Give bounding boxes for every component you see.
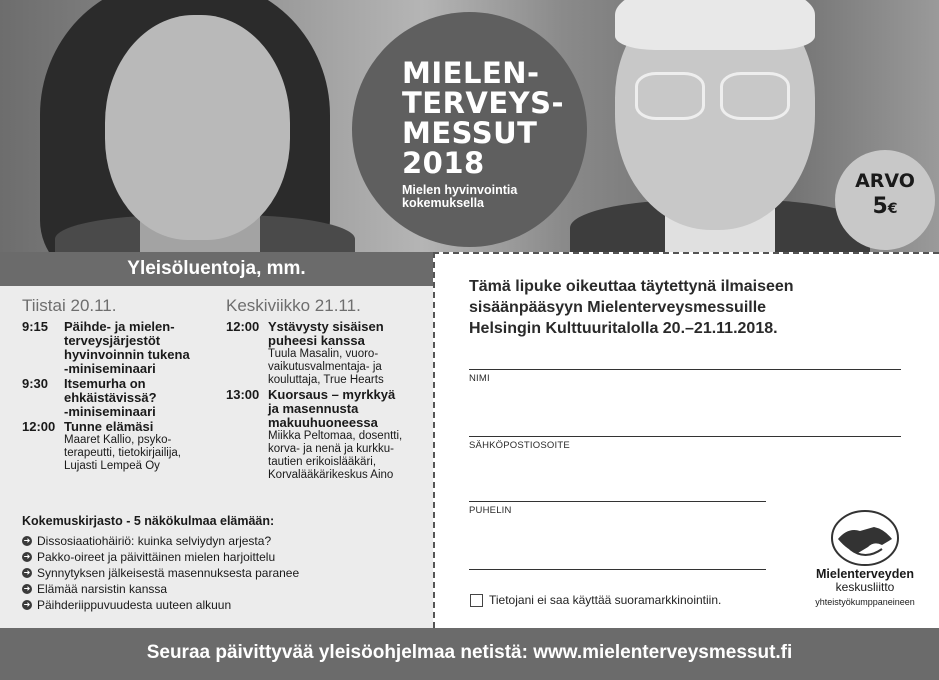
partner-name-line-2: keskusliitto xyxy=(835,580,895,594)
program-event: 12:00 Ystävysty sisäisen puheesi kanssa Tuula Masalin, vuoro- vaikutusvalmentaja- ja kouluttaja, True Hearts xyxy=(226,319,384,386)
name-field-label: NIMI xyxy=(469,373,490,384)
program-event: 9:15 Päihde- ja mielen- terveysjärjestöt hyvinvoinnin tukena -miniseminaari xyxy=(22,319,190,376)
day-column-wednesday xyxy=(226,296,426,483)
marketing-optout-checkbox[interactable] xyxy=(470,593,721,607)
woman-photo-face xyxy=(105,15,290,240)
program-panel xyxy=(0,252,433,628)
entry-coupon xyxy=(433,252,939,628)
list-item: ➜ Päihderiippuvuudesta uuteen alkuun xyxy=(23,598,232,612)
partner-logo xyxy=(800,509,930,607)
event-title-circle xyxy=(352,12,587,247)
list-item: ➜ Synnytyksen jälkeisestä masennuksesta paranee xyxy=(23,566,300,580)
library-heading: Kokemuskirjasto - 5 näkökulmaa elämään: xyxy=(22,514,275,528)
man-photo-hair xyxy=(615,0,815,50)
checkbox-box[interactable] xyxy=(470,594,483,607)
partner-tagline: yhteistyökumppaneineen xyxy=(815,597,915,607)
program-event: 9:30 Itsemurha on ehkäistävissä? -miniseminaari xyxy=(22,376,157,419)
coupon-intro: Tämä lipuke oikeuttaa täytettynä ilmaiseen sisäänpääsyyn Mielenterveysmessuille Helsingin Kulttuuritalolla 20.–21.11.2018. xyxy=(469,278,794,337)
event-subtitle: Mielen hyvinvointia kokemuksella xyxy=(402,183,518,210)
arrow-right-icon: ➜ xyxy=(23,552,31,561)
phone-field[interactable] xyxy=(469,482,766,502)
phone-field-line-2[interactable] xyxy=(469,550,766,570)
arrow-right-icon: ➜ xyxy=(23,584,31,593)
program-event: 13:00 Kuorsaus – myrkkyä ja masennusta makuuhuoneessa Miikka Peltomaa, dosentti, korva- ja nenä ja kurkku- tautien erikoislääkäri, Korvalääkärikeskus Aino xyxy=(226,387,403,481)
name-field[interactable] xyxy=(469,350,901,370)
price-badge xyxy=(835,150,935,250)
arrow-right-icon: ➜ xyxy=(23,600,31,609)
arrow-right-icon: ➜ xyxy=(23,536,31,545)
email-field[interactable] xyxy=(469,417,901,437)
list-item: ➜ Pakko-oireet ja päivittäinen mielen harjoittelu xyxy=(23,550,276,564)
footer-banner: Seuraa päivittyvää yleisöohjelmaa netistä: www.mielenterveysmessut.fi xyxy=(0,628,939,680)
checkbox-label: Tietojani ei saa käyttää suoramarkkinointiin. xyxy=(489,593,722,607)
day-title: Tiistai 20.11. xyxy=(22,296,117,315)
glasses-right-lens xyxy=(720,72,790,120)
program-heading: Yleisöluentoja, mm. xyxy=(0,252,433,286)
partner-name-line-1: Mielenterveyden xyxy=(816,567,914,581)
event-title: MIELEN- TERVEYS- MESSUT 2018 xyxy=(402,56,565,180)
list-item: ➜ Elämää narsistin kanssa xyxy=(23,582,168,596)
program-event: 12:00 Tunne elämäsi Maaret Kallio, psyko- terapeutti, tietokirjailija, Lujasti Lempeä Oy xyxy=(22,419,181,472)
price-amount: 5€ xyxy=(872,194,898,219)
arrow-right-icon: ➜ xyxy=(23,568,31,577)
day-column-tuesday xyxy=(22,296,222,474)
email-field-label: SÄHKÖPOSTIOSOITE xyxy=(469,440,570,451)
phone-field-label: PUHELIN xyxy=(469,505,512,516)
day-title: Keskiviikko 21.11. xyxy=(226,296,361,315)
list-item: ➜ Dissosiaatiohäiriö: kuinka selviydyn arjesta? xyxy=(23,534,272,548)
handshake-logo-icon xyxy=(830,509,900,567)
experience-library xyxy=(22,514,427,613)
glasses-left-lens xyxy=(635,72,705,120)
price-label: ARVO xyxy=(855,170,915,192)
